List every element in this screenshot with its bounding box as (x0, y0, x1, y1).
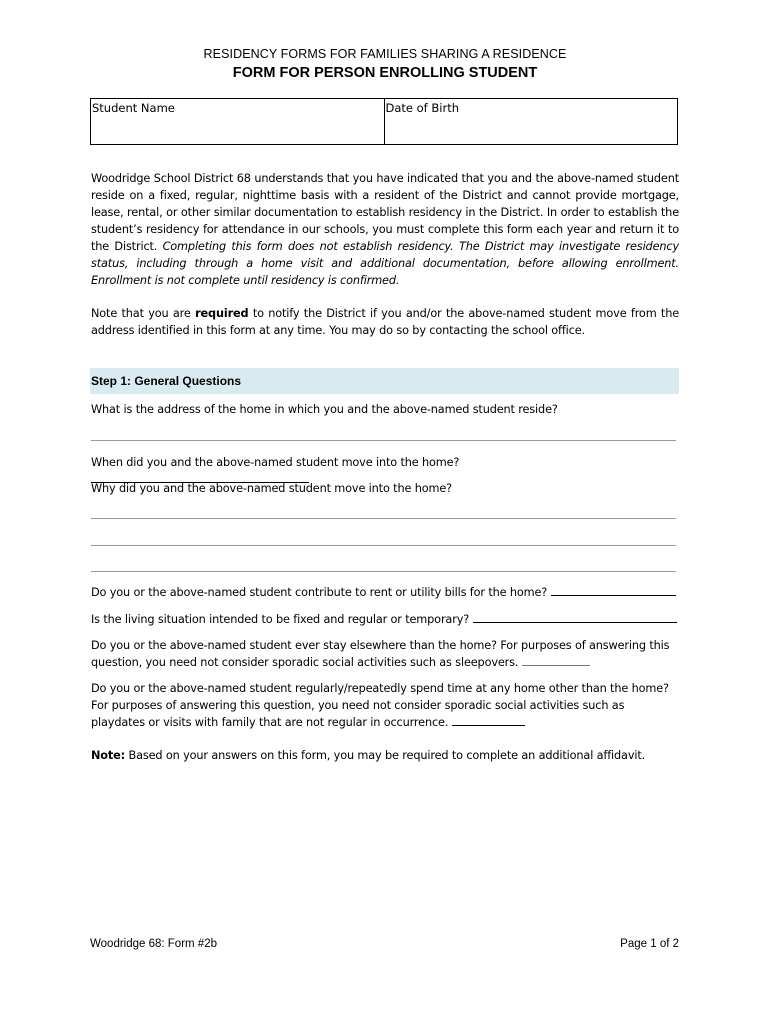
question-living-situation (91, 611, 679, 628)
question-move-in-date-text: When did you and the above-named student move into the home? (91, 456, 460, 469)
question-address: What is the address of the home in which you and the above-named student reside? (91, 403, 558, 416)
answer-line-reason-2[interactable] (91, 545, 676, 546)
footer-page-number: Page 1 of 2 (620, 938, 679, 950)
intro-paragraph (91, 170, 679, 289)
answer-line-rent-utilities[interactable] (551, 585, 676, 596)
notify-text-start: Note that you are (91, 307, 196, 320)
date-of-birth-label: Date of Birth (385, 101, 459, 115)
required-emphasis: required (195, 307, 249, 320)
student-name-label: Student Name (92, 101, 175, 115)
notify-text-end: to notify the District if you and/or the above-named student move from the address identified in this form at any time. You may do so by contacting the school office. (91, 307, 680, 337)
intro-text: Woodridge School District 68 understands that you have indicated that you and the above-named student reside on a fixed, regular, nighttime basis with a resident of the District and cannot provide mortgage, lease, rental, or other similar documentation to establish residency in the District. In order to establish the student’s residency for attendance in our schools, you must complete this form each year and return it to the District. (91, 172, 679, 253)
answer-line-reason-3[interactable] (91, 571, 676, 572)
answer-line-stay-elsewhere[interactable] (522, 655, 590, 666)
question-stay-elsewhere-text: Do you or the above-named student ever stay elsewhere than the home? For purposes of answering this question, you need not consider sporadic social activities such as sleepovers. (91, 639, 670, 669)
note-label: Note: (91, 749, 126, 762)
intro-italic-notice: Completing this form does not establish residency. The District may investigate residency status, including through a home visit and additional documentation, before allowing enrollment. Enrollment is not complete until residency is confirmed. (91, 240, 679, 287)
footer-form-id: Woodridge 68: Form #2b (90, 938, 217, 950)
question-stay-elsewhere (91, 637, 679, 671)
step-1-header (90, 368, 679, 394)
question-other-home-text: Do you or the above-named student regularly/repeatedly spend time at any home other than the home? For purposes of answering this question, you need not consider sporadic social activities such as playdates or visits with family that are not regular in occurrence. (91, 682, 669, 729)
form-title: FORM FOR PERSON ENROLLING STUDENT (232, 65, 538, 81)
note-text: Based on your answers on this form, you may be required to complete an additional affidavit. (125, 749, 646, 762)
answer-line-address[interactable] (91, 440, 676, 441)
answer-line-other-home[interactable] (452, 715, 525, 726)
student-name-field[interactable] (91, 99, 384, 144)
question-rent-utilities (91, 584, 679, 601)
form-series-title: RESIDENCY FORMS FOR FAMILIES SHARING A RESIDENCE (203, 47, 567, 61)
question-other-home (91, 680, 679, 731)
question-move-reason: Why did you and the above-named student move into the home? (91, 482, 452, 495)
question-rent-utilities-text: Do you or the above-named student contribute to rent or utility bills for the home? (91, 586, 548, 599)
student-info-table (90, 98, 678, 145)
affidavit-note (91, 747, 679, 764)
step-1-heading: Step 1: General Questions (91, 374, 242, 388)
answer-line-reason-1[interactable] (91, 518, 676, 519)
question-living-situation-text: Is the living situation intended to be fixed and regular or temporary? (91, 613, 470, 626)
date-of-birth-field[interactable] (384, 99, 678, 144)
answer-line-living-situation[interactable] (473, 612, 677, 623)
notify-paragraph (91, 305, 679, 339)
